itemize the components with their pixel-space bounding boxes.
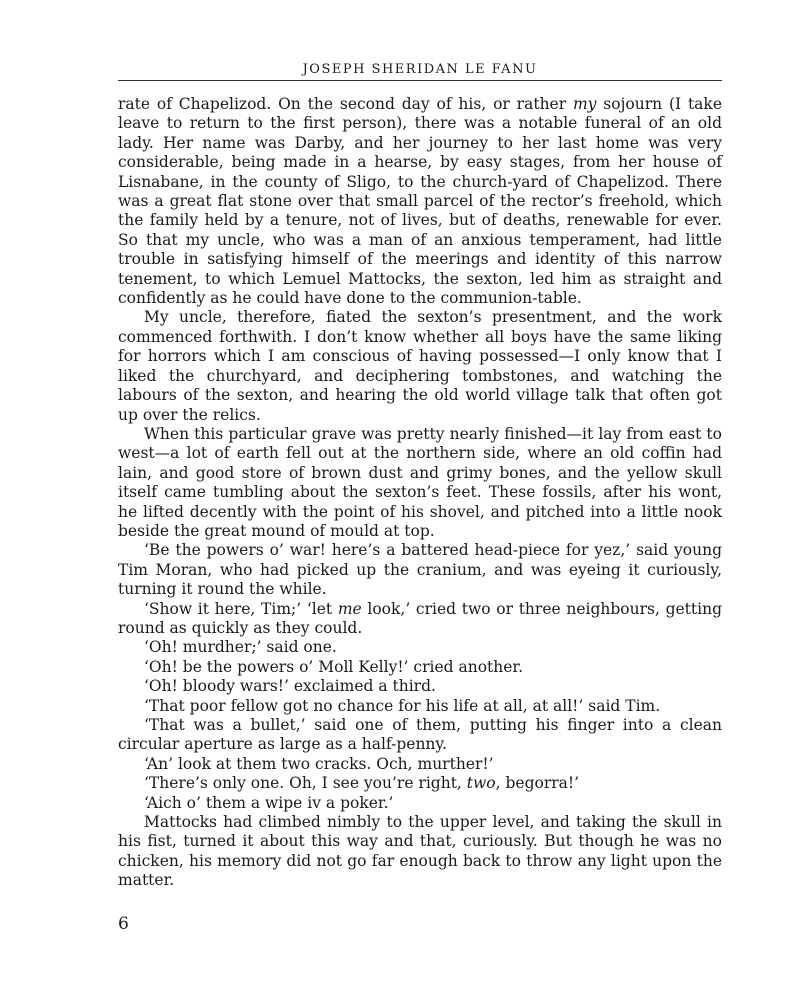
paragraph [118,308,722,424]
paragraph [118,541,722,599]
body-text [118,95,722,891]
paragraph [118,794,722,813]
paragraph [118,95,722,308]
paragraph [118,697,722,716]
text-run: ‘Oh! bloody wars!’ exclaimed a third. [144,677,436,696]
text-run: Mattocks had climbed nimbly to the upper level, and taking the skull in his fist, turned it about this way and that, curiously. But though he was no chicken, his memory did not go far enough back to throw any light upon the matter. [118,813,722,890]
paragraph [118,638,722,657]
paragraph [118,425,722,541]
text-run: , begorra!’ [495,774,580,793]
paragraph [118,677,722,696]
text-run: ‘Aich o’ them a wipe iv a poker.’ [144,793,394,812]
paragraph [118,813,722,891]
text-run: When this particular grave was pretty nearly finished—it lay from east to west—a lot of earth fell out at the northern side, where an old coffin had lain, and good store of brown dust and grimy bones, and the yellow skull itself came tumbling about the sexton’s feet. These fossils, after his wont, he lifted decently with the point of his shovel, and pitched into a little nook beside the great mound of mould at top. [118,424,722,540]
text-run: sojourn (I take leave to return to the first person), there was a notable funeral of an old lady. Her name was Darby, and her journey to her last home was very considerable, being made in a hearse, by easy stages, from her house of Lisnabane, in the county of Sligo, to the church-yard of Chapelizod. There was a great flat stone over that small parcel of the rector’s freehold, which the family held by a tenure, not of lives, but of deaths, renewable for ever. So that my uncle, who was a man of an anxious temperament, had little trouble in satisfying himself of the meerings and identity of this narrow tenement, to which Lemuel Mattocks, the sexton, led him as straight and confidently as he could have done to the communion-table. [118,95,722,308]
paragraph [118,716,722,755]
paragraph [118,755,722,774]
page-number: 6 [118,914,129,934]
text-run: ‘Oh! be the powers o’ Moll Kelly!’ cried another. [144,657,524,676]
text-run: ‘That poor fellow got no chance for his life at all, at all!’ said Tim. [144,696,661,715]
text-run: ‘Oh! murdher;’ said one. [144,638,337,657]
text-run: ‘There’s only one. Oh, I see you’re right, [144,774,467,793]
running-head: JOSEPH SHERIDAN LE FANU [302,62,538,77]
text-run: ‘Show it here, Tim;’ ‘let [144,599,338,618]
text-run: look,’ cried two or three neighbours, getting round as quickly as they could. [118,599,722,637]
text-run: My uncle, therefore, fiated the sexton’s presentment, and the work commenced forthwith. I don’t know whether all boys have the same liking for horrors which I am conscious of having possessed—I only know that I liked the churchyard, and deciphering tombstones, and watching the labours of the sexton, and hearing the old world village talk that often got up over the relics. [118,308,722,424]
text-run: ‘An’ look at them two cracks. Och, murther!’ [144,754,494,773]
text-run: ‘That was a bullet,’ said one of them, putting his finger into a clean circular aperture as large as a half-penny. [118,716,722,754]
paragraph [118,774,722,793]
italic-text: my [572,95,597,113]
paragraph [118,658,722,677]
text-run: rate of Chapelizod. On the second day of his, or rather [118,95,573,113]
paragraph [118,600,722,639]
text-run: ‘Be the powers o’ war! here’s a battered head-piece for yez,’ said young Tim Moran, who had picked up the cranium, and was eyeing it curiously, turning it round the while. [118,541,722,599]
header-rule [118,80,722,81]
italic-text: me [337,599,362,618]
italic-text: two [466,774,496,793]
